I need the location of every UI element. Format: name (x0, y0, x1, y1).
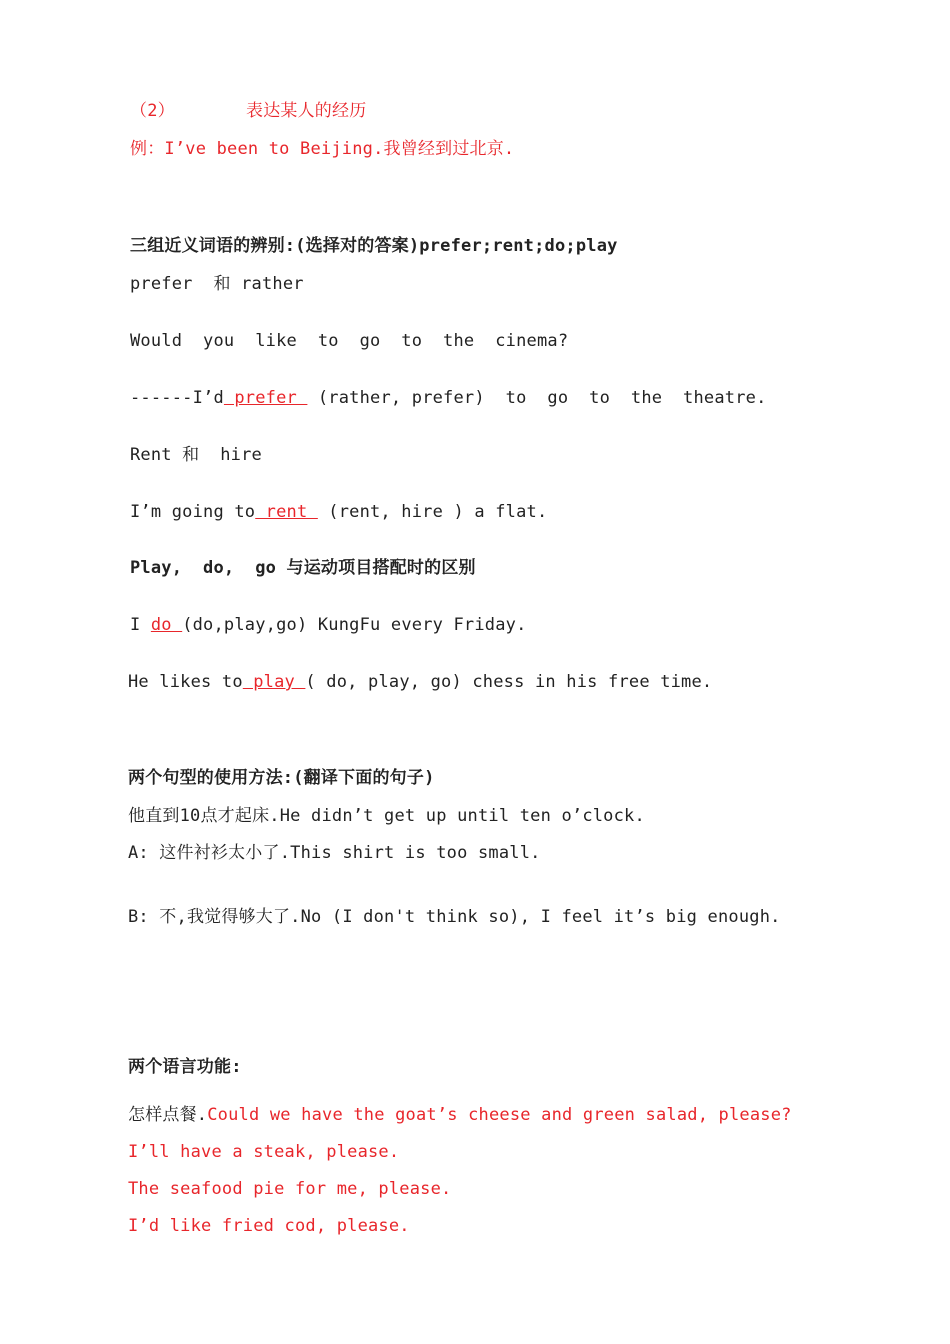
question-2-prefix: I’m going to (130, 502, 256, 522)
functions-heading: 两个语言功能: (128, 1057, 242, 1077)
synonyms-heading: 三组近义词语的辨别:(选择对的答案)prefer;rent;do;play (130, 236, 618, 256)
question-1: Would you like to go to the cinema? (130, 331, 569, 351)
answer-1-prefix: ------I’d (130, 388, 224, 408)
question-4-blank: play (242, 672, 306, 692)
question-3-blank: do (150, 615, 183, 635)
patterns-heading: 两个句型的使用方法:(翻译下面的句子) (128, 768, 435, 788)
answer-1-suffix: (rather, prefer) to go to the theatre. (307, 388, 767, 408)
question-4-suffix: ( do, play, go) chess in his free time. (305, 672, 713, 692)
answer-1-blank: prefer (223, 388, 308, 408)
pair1-title: prefer 和 rather (130, 274, 304, 294)
question-2-blank: rent (255, 502, 318, 522)
function-line-4: I’d like fried cod, please. (128, 1216, 410, 1236)
answer-1-line (130, 386, 767, 410)
function-line-1-example: Could we have the goat’s cheese and green salad, please? (207, 1105, 792, 1125)
question-2-line (130, 500, 547, 524)
function-line-1-prefix: 怎样点餐. (128, 1105, 208, 1125)
pair3-title: Play, do, go 与运动项目搭配时的区别 (130, 558, 476, 578)
function-line-2: I’ll have a steak, please. (128, 1142, 400, 1162)
function-line-3: The seafood pie for me, please. (128, 1179, 452, 1199)
question-3-prefix: I (130, 615, 151, 635)
question-3-line (130, 613, 527, 637)
question-4-prefix: He likes to (128, 672, 243, 692)
example-sentence: 例：I’ve been to Beijing.我曾经到过北京. (130, 139, 515, 159)
pattern-sentence-2: A: 这件衬衫太小了.This shirt is too small. (128, 843, 541, 863)
pattern-sentence-1: 他直到10点才起床.He didn’t get up until ten o’clock. (128, 806, 645, 826)
question-2-suffix: (rent, hire ) a flat. (317, 502, 548, 522)
question-3-suffix: (do,play,go) KungFu every Friday. (182, 615, 527, 635)
function-line-1 (128, 1103, 792, 1127)
question-4-line (128, 670, 712, 694)
pair2-title: Rent 和 hire (130, 445, 262, 465)
section-title: 表达某人的经历 (246, 101, 367, 121)
section-number: （2） (130, 101, 175, 121)
pattern-sentence-3: B: 不,我觉得够大了.No (I don't think so), I feel it’s big enough. (128, 907, 781, 927)
